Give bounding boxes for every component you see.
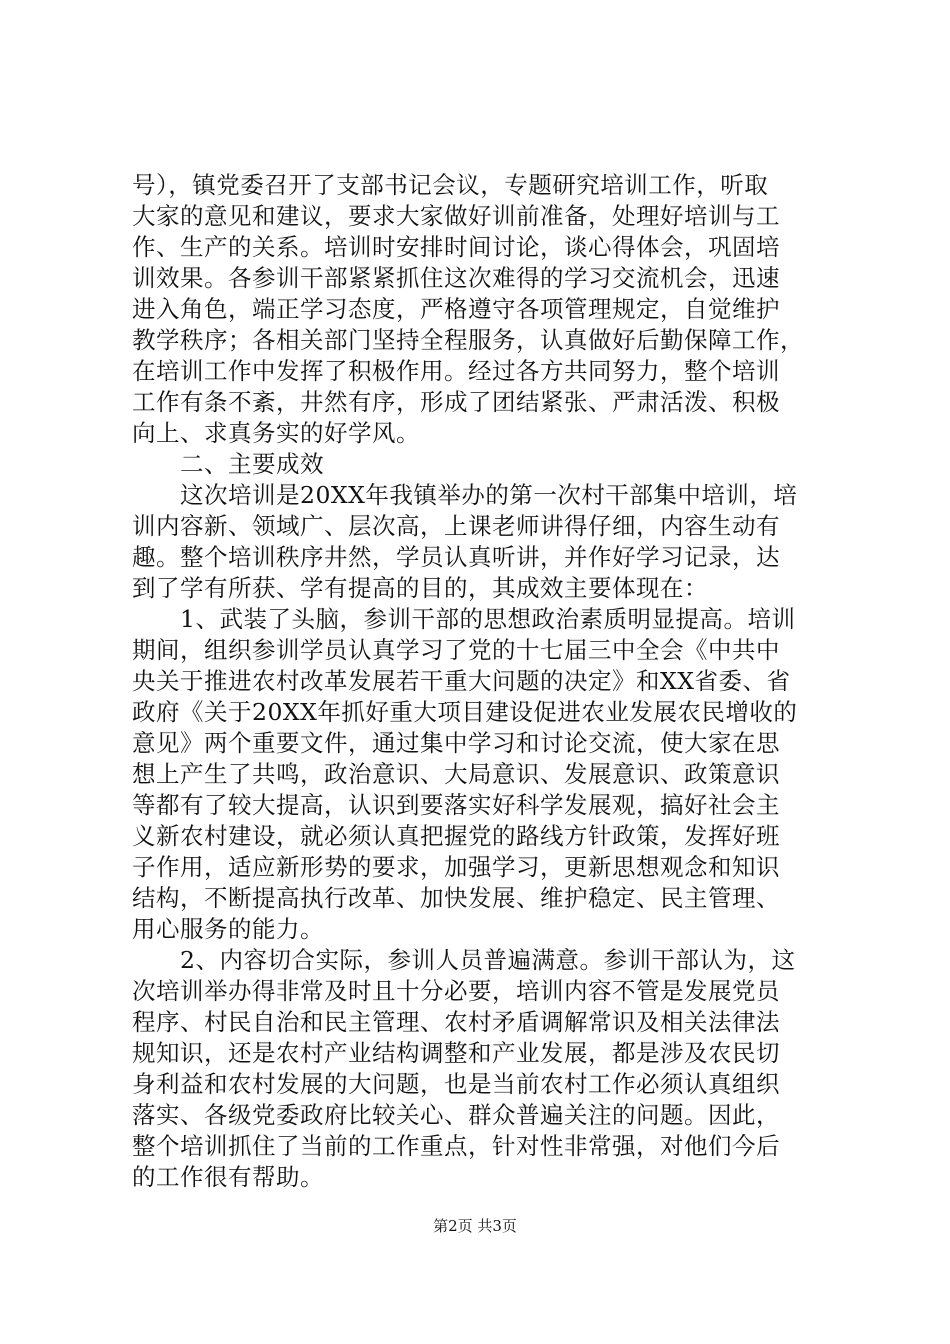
text-line: 落实、各级党委政府比较关心、群众普遍关注的问题。因此， [132,1101,780,1129]
text-line: 教学秩序；各相关部门坚持全程服务，认真做好后勤保障工作， [132,326,804,354]
text-line: 训效果。各参训干部紧紧抓住这次难得的学习交流机会，迅速 [132,264,780,292]
text-line: 作、生产的关系。培训时安排时间讨论，谈心得体会，巩固培 [132,233,780,261]
page-number-footer: 第2页 共3页 [433,1217,517,1235]
text-line: 的工作很有帮助。 [132,1163,324,1191]
text-line: 结构，不断提高执行改革、加快发展、维护稳定、民主管理、 [132,884,780,912]
text-line: 大家的意见和建议，要求大家做好训前准备，处理好培训与工 [132,202,780,230]
text-line: 政府《关于20XX年抓好重大项目建设促进农业发展农民增收的 [132,698,798,726]
text-line: 身利益和农村发展的大问题，也是当前农村工作必须认真组织 [132,1070,780,1098]
text-line: 进入角色，端正学习态度，严格遵守各项管理规定，自觉维护 [132,295,780,323]
text-line: 趣。整个培训秩序井然，学员认真听讲，并作好学习记录，达 [132,543,780,571]
text-line: 程序、村民自治和民主管理、农村矛盾调解常识及相关法律法 [132,1008,780,1036]
text-line: 向上、求真务实的好学风。 [132,419,420,447]
document-body [132,170,832,1193]
text-line: 1、武装了头脑，参训干部的思想政治素质明显提高。培训 [132,605,796,633]
text-line: 期间，组织参训学员认真学习了党的十七届三中全会《中共中 [132,636,780,664]
text-line: 等都有了较大提高，认识到要落实好科学发展观，搞好社会主 [132,791,780,819]
text-line: 义新农村建设，就必须认真把握党的路线方针政策，发挥好班 [132,822,780,850]
text-line: 用心服务的能力。 [132,915,324,943]
text-line: 次培训举办得非常及时且十分必要，培训内容不管是发展党员 [132,977,780,1005]
text-line: 想上产生了共鸣，政治意识、大局意识、发展意识、政策意识 [132,760,780,788]
section-heading: 二、主要成效 [132,450,324,478]
text-line: 训内容新、领域广、层次高，上课老师讲得仔细，内容生动有 [132,512,780,540]
text-line: 在培训工作中发挥了积极作用。经过各方共同努力，整个培训 [132,357,780,385]
text-line: 号），镇党委召开了支部书记会议，专题研究培训工作，听取 [132,171,769,199]
text-line: 子作用，适应新形势的要求，加强学习，更新思想观念和知识 [132,853,780,881]
text-line: 规知识，还是农村产业结构调整和产业发展，都是涉及农民切 [132,1039,780,1067]
text-line: 意见》两个重要文件，通过集中学习和讨论交流，使大家在思 [132,729,780,757]
text-line: 到了学有所获、学有提高的目的，其成效主要体现在： [132,574,708,602]
text-line: 整个培训抓住了当前的工作重点，针对性非常强，对他们今后 [132,1132,780,1160]
text-line: 2、内容切合实际，参训人员普遍满意。参训干部认为，这 [132,946,796,974]
text-line: 这次培训是20XX年我镇举办的第一次村干部集中培训，培 [132,481,798,509]
text-line: 工作有条不紊，井然有序，形成了团结紧张、严肃活泼、积极 [132,388,780,416]
text-line: 央关于推进农村改革发展若干重大问题的决定》和XX省委、省 [132,667,791,695]
